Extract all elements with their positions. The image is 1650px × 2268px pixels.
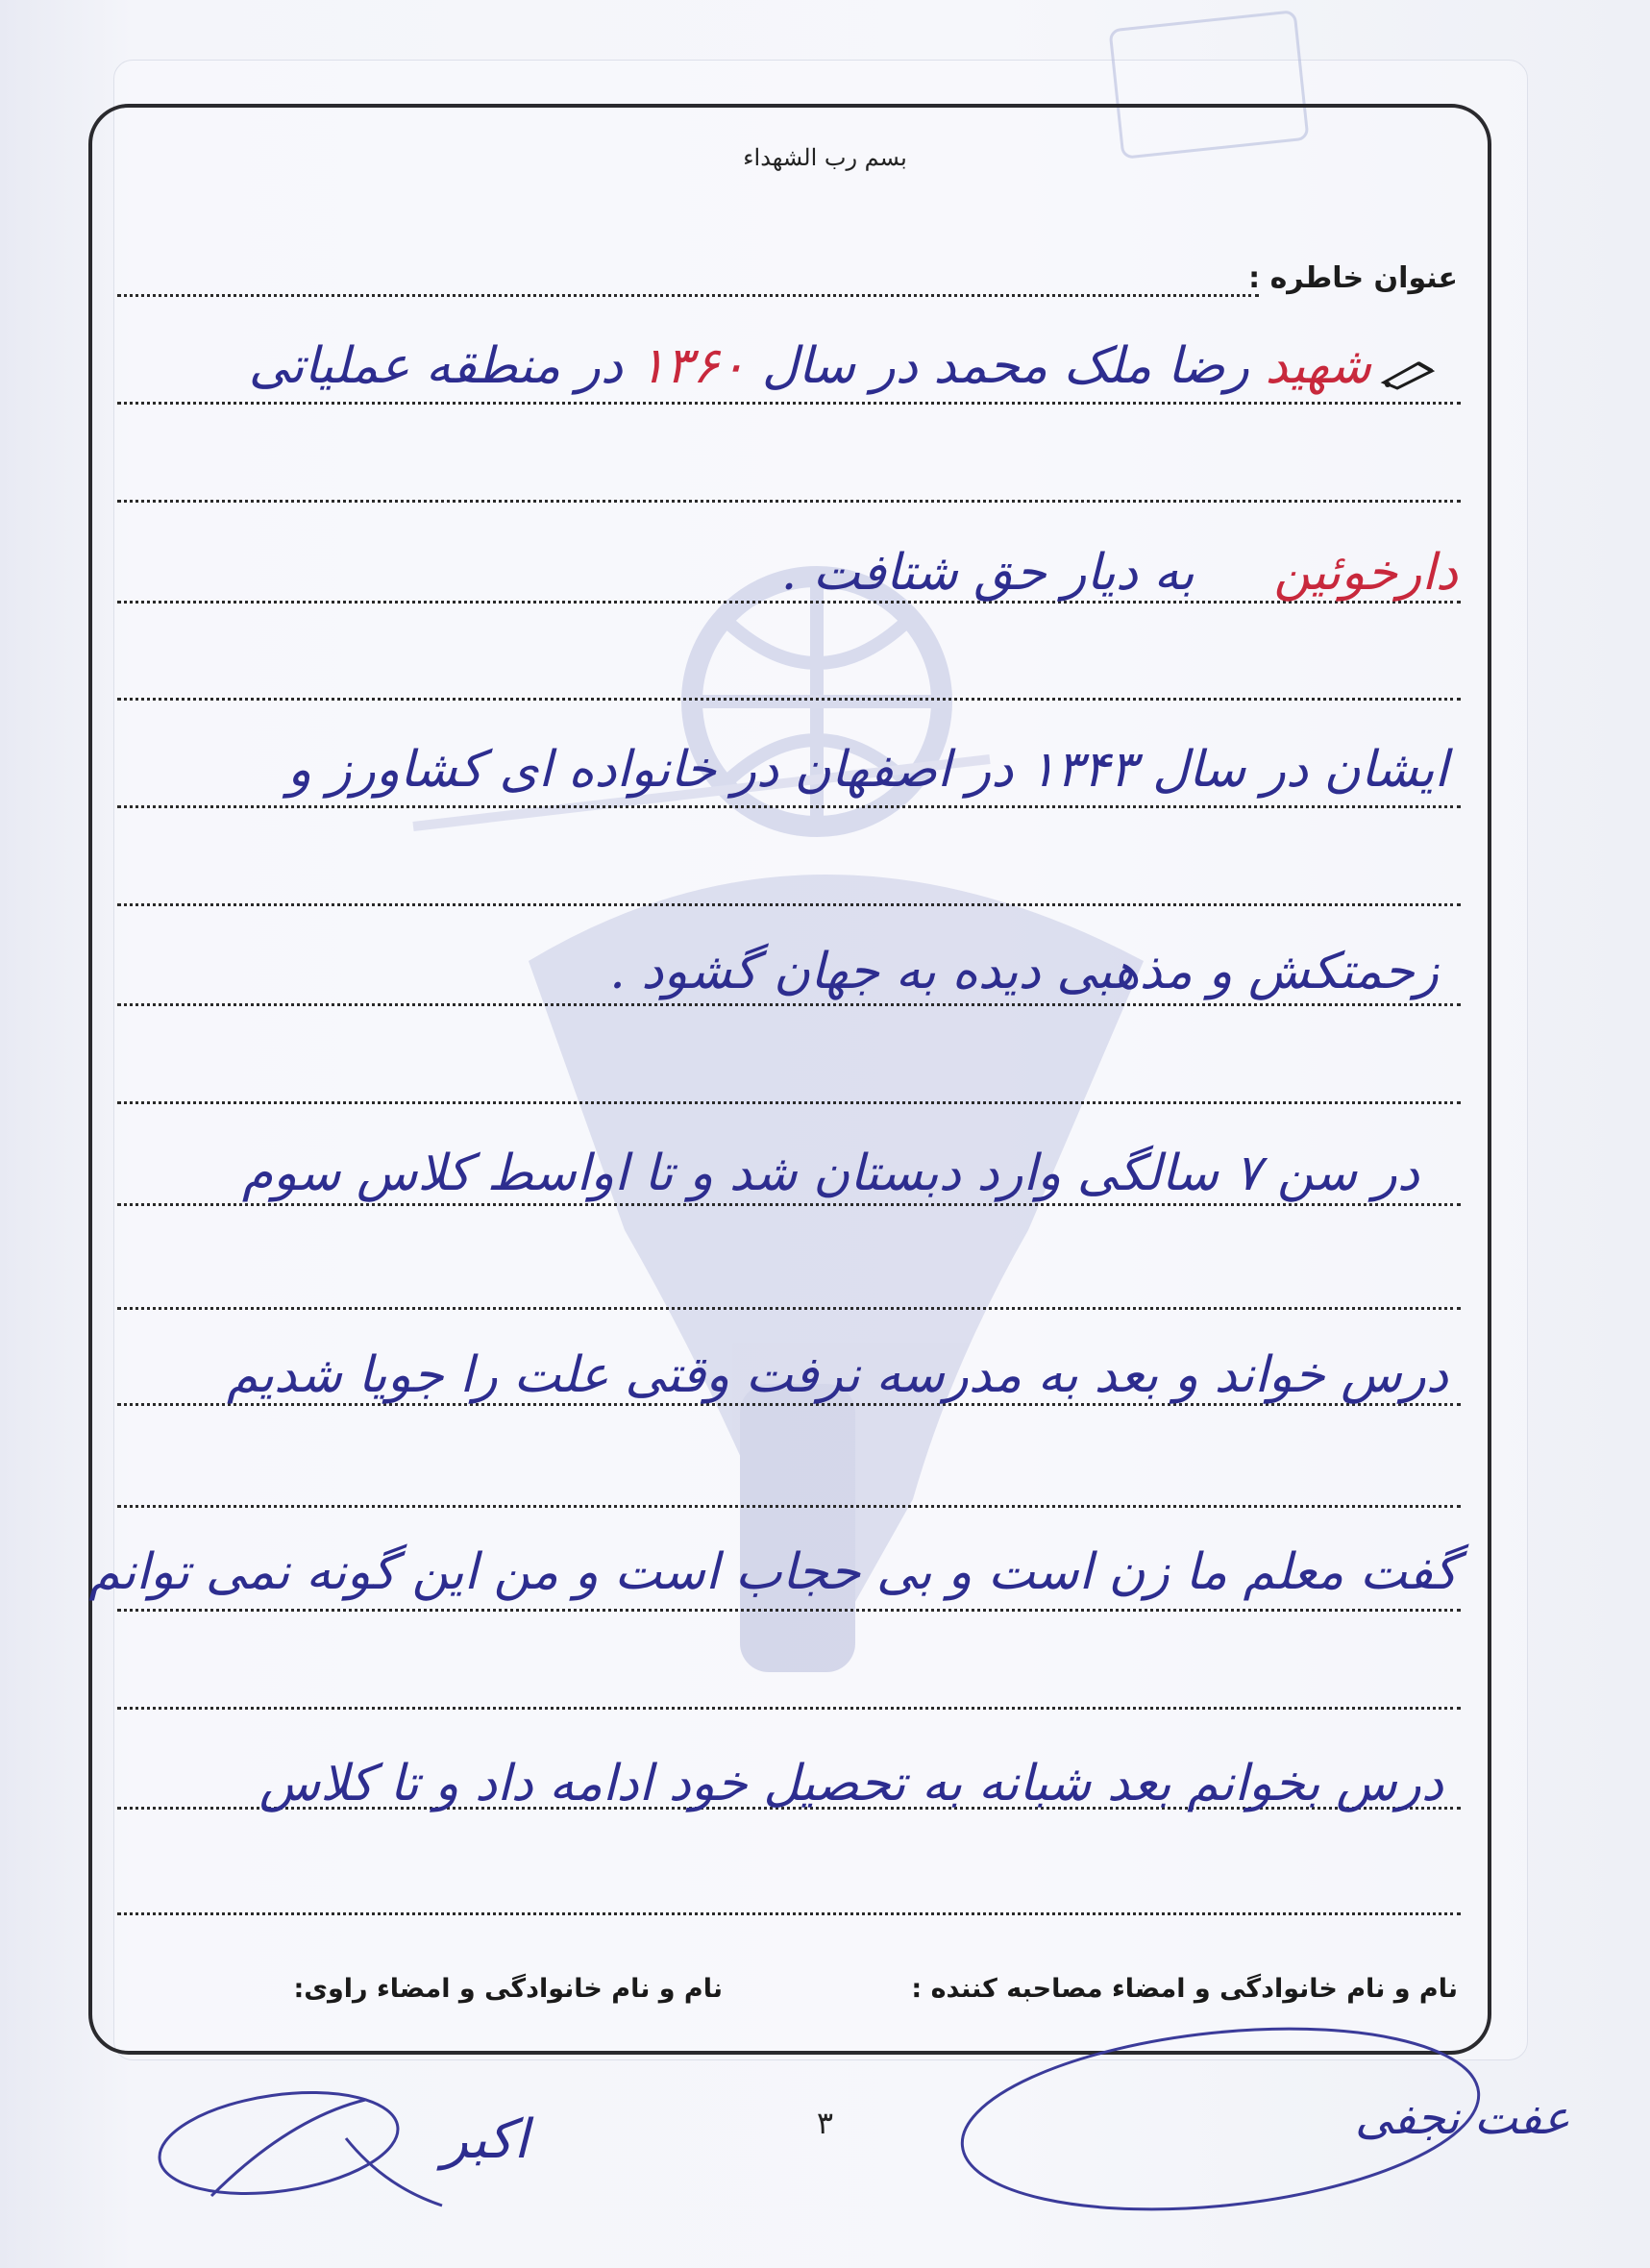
ruled-line (117, 1003, 1461, 1006)
narrator-signature (154, 2081, 529, 2225)
handwriting-line-1 (248, 337, 1371, 395)
interviewer-label: نام و نام خانوادگی و امضاء مصاحبه کننده : (911, 1974, 1458, 2004)
ruled-line (117, 698, 1461, 701)
ruled-line (117, 1505, 1461, 1508)
narrator-signature-text: اکبر (442, 2108, 529, 2171)
ruled-line (117, 1203, 1461, 1206)
interviewer-signature-text: عفت نجفی (1355, 2091, 1570, 2145)
ruled-line (117, 294, 1259, 297)
narrator-label: نام و نام خانوادگی و امضاء راوی: (293, 1974, 723, 2004)
handwriting-line-8: درس بخوانم بعد شبانه به تحصیل خود ادامه داد و تا کلاس (259, 1755, 1443, 1812)
name-and-year-text: رضا ملک محمد در سال (761, 337, 1249, 395)
ruled-line (117, 805, 1461, 808)
place-darkhovein: دارخوئین (1273, 544, 1458, 602)
year-1360: ۱۳۶۰ (638, 337, 747, 395)
handwriting-line-2 (780, 544, 1458, 602)
ruled-line (117, 1912, 1461, 1915)
ruled-line (117, 903, 1461, 906)
ruled-line (117, 1707, 1461, 1710)
bismillah-header: بسم رب الشهداء (743, 144, 907, 171)
handwriting-line-7: گفت معلم ما زن است و بی حجاب است و من این گونه نمی توانم (88, 1543, 1458, 1601)
handwriting-line-5: در سن ۷ سالگی وارد دبستان شد و تا اواسط کلاس سوم (241, 1145, 1419, 1202)
martyrdom-text: به دیار حق شتافت . (780, 544, 1194, 602)
handwriting-line-4: زحمتکش و مذهبی دیده به جهان گشود . (609, 943, 1439, 1000)
region-text: در منطقه عملیاتی (248, 337, 624, 395)
page-number: ۳ (816, 2105, 834, 2141)
memory-title-label: عنوان خاطره : (1248, 261, 1458, 295)
handwriting-line-3: ایشان در سال ۱۳۴۳ در اصفهان در خانواده ای کشاورز و (286, 741, 1448, 799)
shahid-word: شهید (1265, 337, 1371, 395)
ruled-line (117, 500, 1461, 503)
ruled-line (117, 1101, 1461, 1104)
pen-icon (1380, 357, 1438, 390)
ruled-line (117, 1307, 1461, 1310)
ruled-line (117, 1609, 1461, 1612)
handwriting-line-6: درس خواند و بعد به مدرسه نرفت وقتی علت را جویا شدیم (226, 1346, 1448, 1404)
ruled-line (117, 402, 1461, 405)
